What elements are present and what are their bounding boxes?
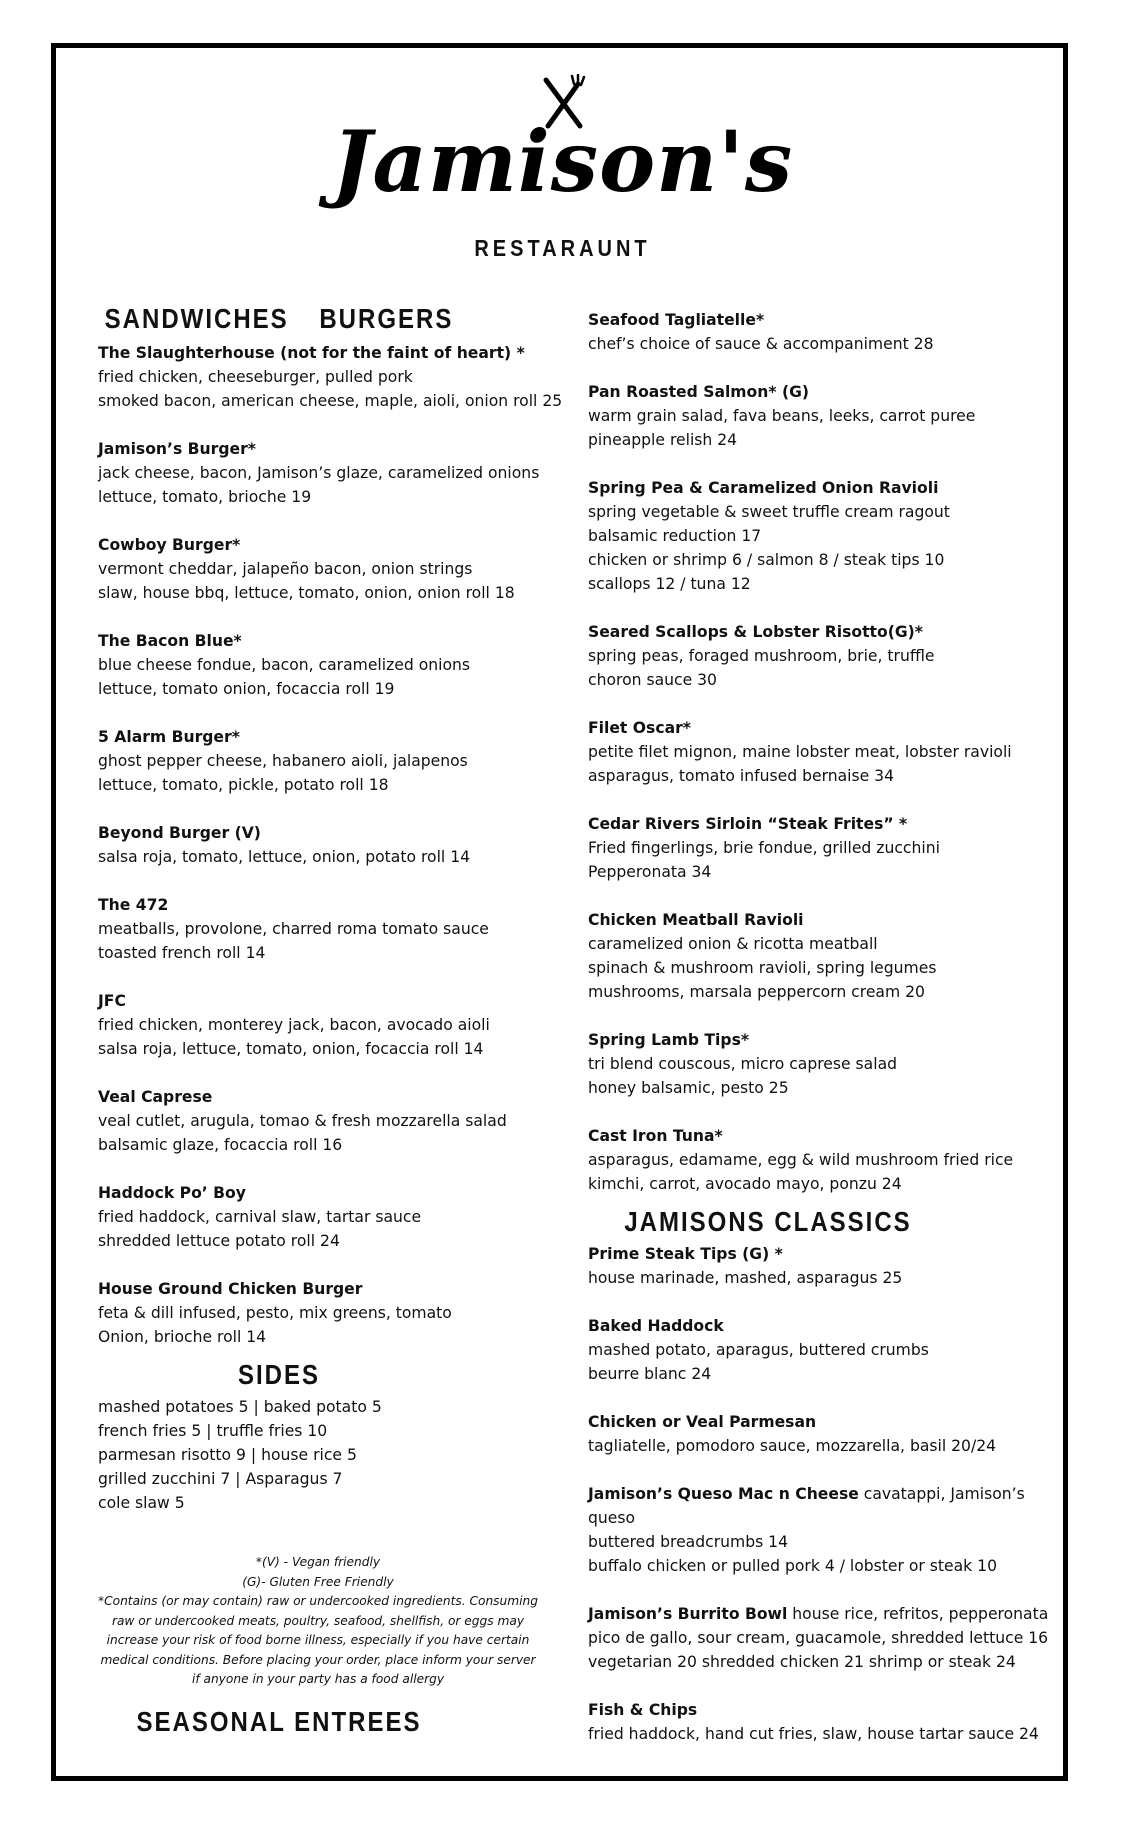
menu-item xyxy=(588,476,1058,596)
menu-item-name: Seared Scallops & Lobster Risotto(G)* xyxy=(588,623,923,641)
menu-item-name: Jamison’s Burrito Bowl xyxy=(588,1605,788,1623)
menu-item-description: balsamic reduction 17 xyxy=(588,527,762,545)
menu-item-description: spinach & mushroom ravioli, spring legumes xyxy=(588,959,937,977)
menu-item-name: Jamison’s Burger* xyxy=(98,440,256,458)
menu-item-name: Fish & Chips xyxy=(588,1701,698,1719)
menu-item-description: fried haddock, hand cut fries, slaw, house tartar sauce 24 xyxy=(588,1725,1039,1743)
menu-item xyxy=(588,308,1058,356)
menu-item-name: Cowboy Burger* xyxy=(98,536,241,554)
menu-item-description: lettuce, tomato, pickle, potato roll 18 xyxy=(98,776,389,794)
menu-item-description: scallops 12 / tuna 12 xyxy=(588,575,751,593)
menu-item xyxy=(588,1124,1058,1196)
menu-item-name: Seafood Tagliatelle* xyxy=(588,311,765,329)
menu-item-description: kimchi, carrot, avocado mayo, ponzu 24 xyxy=(588,1175,902,1193)
sides-heading: SIDES xyxy=(237,1359,321,1391)
sandwich-list xyxy=(98,341,568,1349)
menu-item-description: vegetarian 20 shredded chicken 21 shrimp or steak 24 xyxy=(588,1653,1016,1671)
menu-item-description: veal cutlet, arugula, tomao & fresh mozzarella salad xyxy=(98,1112,507,1130)
menu-item-description: salsa roja, lettuce, tomato, onion, focaccia roll 14 xyxy=(98,1040,484,1058)
menu-item xyxy=(98,821,568,869)
menu-item-description: tagliatelle, pomodoro sauce, mozzarella, basil 20/24 xyxy=(588,1437,997,1455)
menu-item-name: Pan Roasted Salmon* (G) xyxy=(588,383,810,401)
menu-item-name: Spring Pea & Caramelized Onion Ravioli xyxy=(588,479,939,497)
menu-item-description: smoked bacon, american cheese, maple, aioli, onion roll 25 xyxy=(98,392,563,410)
restaurant-subtitle: RESTARAUNT xyxy=(474,236,651,262)
menu-item-description: spring peas, foraged mushroom, brie, truffle xyxy=(588,647,935,665)
menu-item xyxy=(588,1242,1058,1290)
side-item: cole slaw 5 xyxy=(98,1494,185,1512)
menu-item xyxy=(98,893,568,965)
entree-list xyxy=(588,308,1058,1196)
menu-item-description: ghost pepper cheese, habanero aioli, jalapenos xyxy=(98,752,468,770)
menu-item xyxy=(588,1028,1058,1100)
menu-item-description: asparagus, tomato infused bernaise 34 xyxy=(588,767,895,785)
footnote-line: (G)- Gluten Free Friendly xyxy=(242,1574,394,1589)
menu-item-description: balsamic glaze, focaccia roll 16 xyxy=(98,1136,343,1154)
menu-item-description: fried chicken, monterey jack, bacon, avocado aioli xyxy=(98,1016,490,1034)
menu-item-description: lettuce, tomato, brioche 19 xyxy=(98,488,312,506)
menu-item-description: feta & dill infused, pesto, mix greens, tomato xyxy=(98,1304,452,1322)
classics-heading: JAMISONS CLASSICS xyxy=(624,1206,912,1238)
menu-item-description: pineapple relish 24 xyxy=(588,431,738,449)
menu-item-description: pico de gallo, sour cream, guacamole, shredded lettuce 16 xyxy=(588,1629,1049,1647)
menu-item-description: Onion, brioche roll 14 xyxy=(98,1328,267,1346)
menu-item-description: buffalo chicken or pulled pork 4 / lobster or steak 10 xyxy=(588,1557,998,1575)
menu-item-name: The Bacon Blue* xyxy=(98,632,242,650)
menu-item-description: fried chicken, cheeseburger, pulled pork xyxy=(98,368,413,386)
menu-item-name: Chicken or Veal Parmesan xyxy=(588,1413,817,1431)
menu-item-name: Filet Oscar* xyxy=(588,719,691,737)
menu-item xyxy=(98,989,568,1061)
menu-item-description: chef’s choice of sauce & accompaniment 28 xyxy=(588,335,934,353)
menu-item xyxy=(98,629,568,701)
menu-item-name: JFC xyxy=(98,992,126,1010)
menu-item-description: meatballs, provolone, charred roma tomato sauce xyxy=(98,920,489,938)
menu-item-name: Veal Caprese xyxy=(98,1088,213,1106)
allergy-footnote xyxy=(98,1553,538,1690)
menu-item-description: shredded lettuce potato roll 24 xyxy=(98,1232,340,1250)
menu-item-description: tri blend couscous, micro caprese salad xyxy=(588,1055,898,1073)
menu-item-name: The 472 xyxy=(98,896,169,914)
menu-item-name: Prime Steak Tips (G) * xyxy=(588,1245,783,1263)
menu-item-description: asparagus, edamame, egg & wild mushroom fried rice xyxy=(588,1151,1014,1169)
menu-item-name: Jamison’s Queso Mac n Cheese xyxy=(588,1485,859,1503)
menu-item-description: slaw, house bbq, lettuce, tomato, onion, onion roll 18 xyxy=(98,584,515,602)
menu-item xyxy=(98,725,568,797)
menu-item-inline-description: cavatappi, Jamison’s queso xyxy=(588,1485,1025,1527)
menu-item-name: Cedar Rivers Sirloin “Steak Frites” * xyxy=(588,815,908,833)
menu-item-description: jack cheese, bacon, Jamison’s glaze, caramelized onions xyxy=(98,464,540,482)
menu-item-description: salsa roja, tomato, lettuce, onion, potato roll 14 xyxy=(98,848,471,866)
seasonal-entrees-heading: SEASONAL ENTREES xyxy=(136,1706,422,1738)
side-item: grilled zucchini 7 | Asparagus 7 xyxy=(98,1470,343,1488)
menu-item-description: buttered breadcrumbs 14 xyxy=(588,1533,789,1551)
menu-item-description: fried haddock, carnival slaw, tartar sauce xyxy=(98,1208,422,1226)
menu-item-description: mushrooms, marsala peppercorn cream 20 xyxy=(588,983,925,1001)
menu-item xyxy=(588,716,1058,788)
menu-item xyxy=(588,380,1058,452)
menu-item-name: Haddock Po’ Boy xyxy=(98,1184,246,1202)
menu-item-description: honey balsamic, pesto 25 xyxy=(588,1079,789,1097)
menu-item-description: warm grain salad, fava beans, leeks, carrot puree xyxy=(588,407,976,425)
menu-item xyxy=(98,437,568,509)
menu-item xyxy=(588,620,1058,692)
menu-item-description: blue cheese fondue, bacon, caramelized onions xyxy=(98,656,471,674)
menu-item xyxy=(98,1085,568,1157)
menu-item xyxy=(588,1482,1058,1578)
menu-item-description: mashed potato, aparagus, buttered crumbs xyxy=(588,1341,929,1359)
menu-item xyxy=(588,1410,1058,1458)
menu-item-description: choron sauce 30 xyxy=(588,671,717,689)
side-item: parmesan risotto 9 | house rice 5 xyxy=(98,1446,357,1464)
menu-item-name: Cast Iron Tuna* xyxy=(588,1127,723,1145)
menu-item-name: House Ground Chicken Burger xyxy=(98,1280,363,1298)
menu-item-name: Baked Haddock xyxy=(588,1317,724,1335)
menu-item xyxy=(588,1602,1058,1674)
menu-item-name: 5 Alarm Burger* xyxy=(98,728,240,746)
left-column xyxy=(98,305,568,1515)
menu-item-description: toasted french roll 14 xyxy=(98,944,266,962)
menu-item xyxy=(588,812,1058,884)
menu-item xyxy=(588,908,1058,1004)
menu-item xyxy=(98,533,568,605)
side-item: mashed potatoes 5 | baked potato 5 xyxy=(98,1398,382,1416)
menu-item-description: Pepperonata 34 xyxy=(588,863,712,881)
menu-item-description: beurre blanc 24 xyxy=(588,1365,712,1383)
menu-item xyxy=(588,1314,1058,1386)
menu-item xyxy=(98,341,568,413)
menu-item-description: Fried fingerlings, brie fondue, grilled zucchini xyxy=(588,839,940,857)
sides-list xyxy=(98,1395,568,1515)
menu-item-name: The Slaughterhouse (not for the faint of heart) * xyxy=(98,344,525,362)
menu-item-description: house marinade, mashed, asparagus 25 xyxy=(588,1269,903,1287)
menu-item-description: chicken or shrimp 6 / salmon 8 / steak tips 10 xyxy=(588,551,945,569)
side-item: french fries 5 | truffle fries 10 xyxy=(98,1422,328,1440)
menu-item-name: Chicken Meatball Ravioli xyxy=(588,911,804,929)
right-column xyxy=(588,308,1058,1770)
restaurant-logo-text: Jamison's xyxy=(331,112,794,211)
menu-item-description: caramelized onion & ricotta meatball xyxy=(588,935,878,953)
menu-item-description: spring vegetable & sweet truffle cream ragout xyxy=(588,503,950,521)
classics-list xyxy=(588,1242,1058,1746)
menu-item-description: vermont cheddar, jalapeño bacon, onion strings xyxy=(98,560,473,578)
footnote-line: *(V) - Vegan friendly xyxy=(255,1555,381,1569)
menu-item xyxy=(98,1181,568,1253)
sandwiches-heading: SANDWICHES BURGERS xyxy=(104,303,454,335)
menu-item-inline-description: house rice, refritos, pepperonata xyxy=(787,1605,1049,1623)
menu-item xyxy=(588,1698,1058,1746)
footnote-line: *Contains (or may contain) raw or undercooked ingredients. Consuming raw or undercooked meats, poultry, seafood, shellfish, or eggs may increase your risk of food borne illness, especially if you have certain medical conditions. Before placing your order, place inform your server if anyone in your party has a food allergy xyxy=(98,1594,538,1686)
menu-item-name: Beyond Burger (V) xyxy=(98,824,261,842)
menu-item xyxy=(98,1277,568,1349)
menu-item-name: Spring Lamb Tips* xyxy=(588,1031,750,1049)
menu-item-description: lettuce, tomato onion, focaccia roll 19 xyxy=(98,680,395,698)
menu-item-description: petite filet mignon, maine lobster meat, lobster ravioli xyxy=(588,743,1012,761)
